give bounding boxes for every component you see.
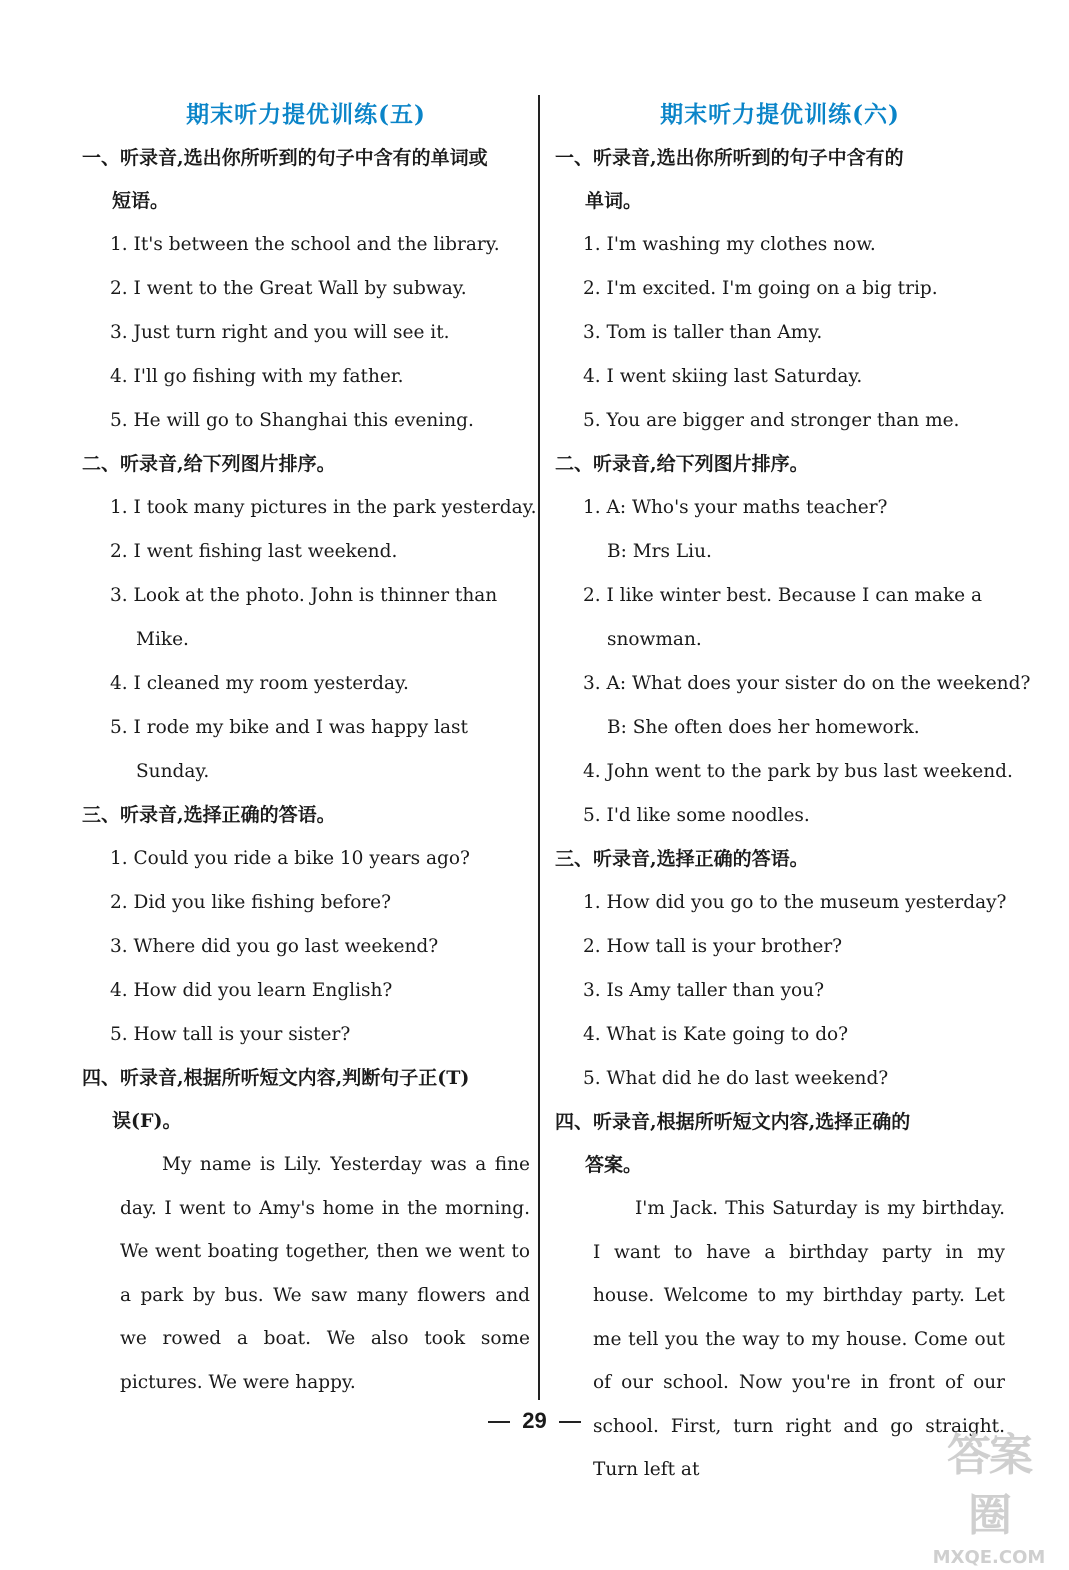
right-s4-heading: 四、听录音,根据所听短文内容,选择正确的 答案。 [555,1111,911,1176]
list-item-continuation: snowman. [607,629,702,650]
list-item: 1. I'm washing my clothes now. [583,234,876,255]
left-s4-heading: 四、听录音,根据所听短文内容,判断句子正(T) 误(F)。 [82,1067,470,1132]
list-item: 5. How tall is your sister? [110,1024,351,1045]
list-item-continuation: Mike. [136,629,189,650]
list-item-continuation: B: Mrs Liu. [607,541,712,562]
list-item: 3. Is Amy taller than you? [583,980,825,1001]
list-item: 5. You are bigger and stronger than me. [583,410,960,431]
left-s1-heading: 一、听录音,选出你所听到的句子中含有的单词或 短语。 [82,147,488,212]
page-number: 29 [0,1408,1069,1434]
list-item: 1. A: Who's your maths teacher? [583,497,888,518]
list-item-continuation: B: She often does her homework. [607,717,920,738]
list-item: 3. A: What does your sister do on the weekend? [583,673,1031,694]
list-item: 1. Could you ride a bike 10 years ago? [110,848,470,869]
list-item: 3. Look at the photo. John is thinner than [110,585,498,606]
list-item: 5. He will go to Shanghai this evening. [110,410,474,431]
right-s1-heading: 一、听录音,选出你所听到的句子中含有的 单词。 [555,147,904,212]
right-title: 期末听力提优训练(六) [660,101,900,128]
list-item: 3. Just turn right and you will see it. [110,322,450,343]
list-item: 5. I rode my bike and I was happy last [110,717,468,738]
list-item: 4. I'll go fishing with my father. [110,366,404,387]
list-item: 1. It's between the school and the library. [110,234,500,255]
left-s3-heading: 三、听录音,选择正确的答语。 [82,804,336,826]
list-item: 1. How did you go to the museum yesterday? [583,892,1007,913]
list-item: 4. What is Kate going to do? [583,1024,849,1045]
left-title: 期末听力提优训练(五) [186,101,426,128]
right-s3-heading: 三、听录音,选择正确的答语。 [555,848,809,870]
list-item: 4. I cleaned my room yesterday. [110,673,409,694]
list-item: 1. I took many pictures in the park yesterday. [110,497,537,518]
list-item: 4. How did you learn English? [110,980,393,1001]
list-item: 2. I went fishing last weekend. [110,541,398,562]
page-number-dash-right [559,1421,581,1423]
list-item: 2. I'm excited. I'm going on a big trip. [583,278,938,299]
list-item: 5. What did he do last weekend? [583,1068,889,1089]
list-item: 2. How tall is your brother? [583,936,843,957]
right-s2-heading: 二、听录音,给下列图片排序。 [555,453,809,475]
left-s2-heading: 二、听录音,给下列图片排序。 [82,453,336,475]
list-item: 3. Where did you go last weekend? [110,936,439,957]
list-item-continuation: Sunday. [136,761,210,782]
list-item: 3. Tom is taller than Amy. [583,322,823,343]
watermark-logo: 答案圈 MXQE.COM [932,1430,1046,1568]
list-item: 2. I went to the Great Wall by subway. [110,278,467,299]
list-item: 2. Did you like fishing before? [110,892,392,913]
right-passage: I'm Jack. This Saturday is my birthday. I want to have a birthday party in my house. Welcome to my birthday party. Let me tell you the way to my house. Come out of our school. Now you're in front of our school. First, turn right and go straight. Turn left at [593,1198,1005,1480]
column-divider [538,95,540,1400]
page-number-dash-left [488,1421,510,1423]
list-item: 4. I went skiing last Saturday. [583,366,863,387]
right-column [555,95,1031,1492]
left-column [82,95,537,1404]
list-item: 2. I like winter best. Because I can make a [583,585,983,606]
left-passage: My name is Lily. Yesterday was a fine day. I went to Amy's home in the morning. We went boating together, then we went to a park by bus. We saw many flowers and we rowed a boat. We also took some pictures. We were happy. [120,1154,530,1393]
list-item: 5. I'd like some noodles. [583,805,810,826]
list-item: 4. John went to the park by bus last weekend. [583,761,1013,782]
